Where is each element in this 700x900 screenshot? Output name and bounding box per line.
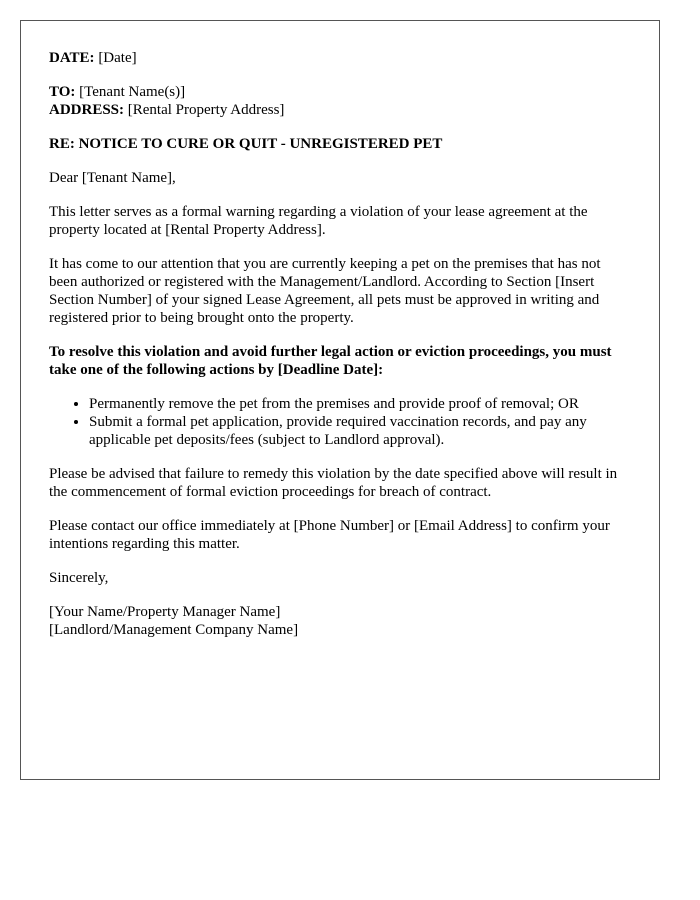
to-label: TO: [49, 84, 76, 100]
to-line [49, 83, 631, 101]
action-list [49, 395, 631, 449]
recipient-block [49, 83, 631, 119]
list-item: • Permanently remove the pet from the premises and provide proof of removal; OR [89, 395, 631, 413]
violation-paragraph: It has come to our attention that you are currently keeping a pet on the premises that has not been authorized or registered with the Management/Landlord. According to Section [Insert Section Number] of your signed Lease Agreement, all pets must be approved in writing and registered prior to being brought onto the property. [49, 256, 601, 326]
date-block [49, 49, 631, 67]
closing: Sincerely, [49, 570, 109, 586]
warning-paragraph: Please be advised that failure to remedy this violation by the date specified above will result in the commencement of formal eviction proceedings for breach of contract. [49, 466, 618, 500]
address-line [49, 101, 631, 119]
intro-paragraph: This letter serves as a formal warning regarding a violation of your lease agreement at the property located at [Rental Property Address]. [49, 204, 588, 238]
letter [20, 20, 660, 780]
list-item: • Submit a formal pet application, provide required vaccination records, and pay any applicable pet deposits/fees (subject to Landlord approval). [89, 413, 631, 449]
resolve-paragraph: To resolve this violation and avoid further legal action or eviction proceedings, you must take one of the following actions by [Deadline Date]: [49, 344, 612, 378]
signature-block [49, 603, 631, 639]
address-label: ADDRESS: [49, 102, 125, 118]
date-label: DATE: [49, 50, 95, 66]
date-value: [Date] [98, 50, 137, 66]
salutation: Dear [Tenant Name], [49, 170, 176, 186]
to-value: [Tenant Name(s)] [79, 84, 186, 100]
signer-company: [Landlord/Management Company Name] [49, 622, 299, 638]
contact-paragraph: Please contact our office immediately at [Phone Number] or [Email Address] to confirm your intentions regarding this matter. [49, 518, 610, 552]
subject-line: RE: NOTICE TO CURE OR QUIT - UNREGISTERED PET [49, 136, 443, 152]
signer-name: [Your Name/Property Manager Name] [49, 604, 281, 620]
address-value: [Rental Property Address] [127, 102, 285, 118]
